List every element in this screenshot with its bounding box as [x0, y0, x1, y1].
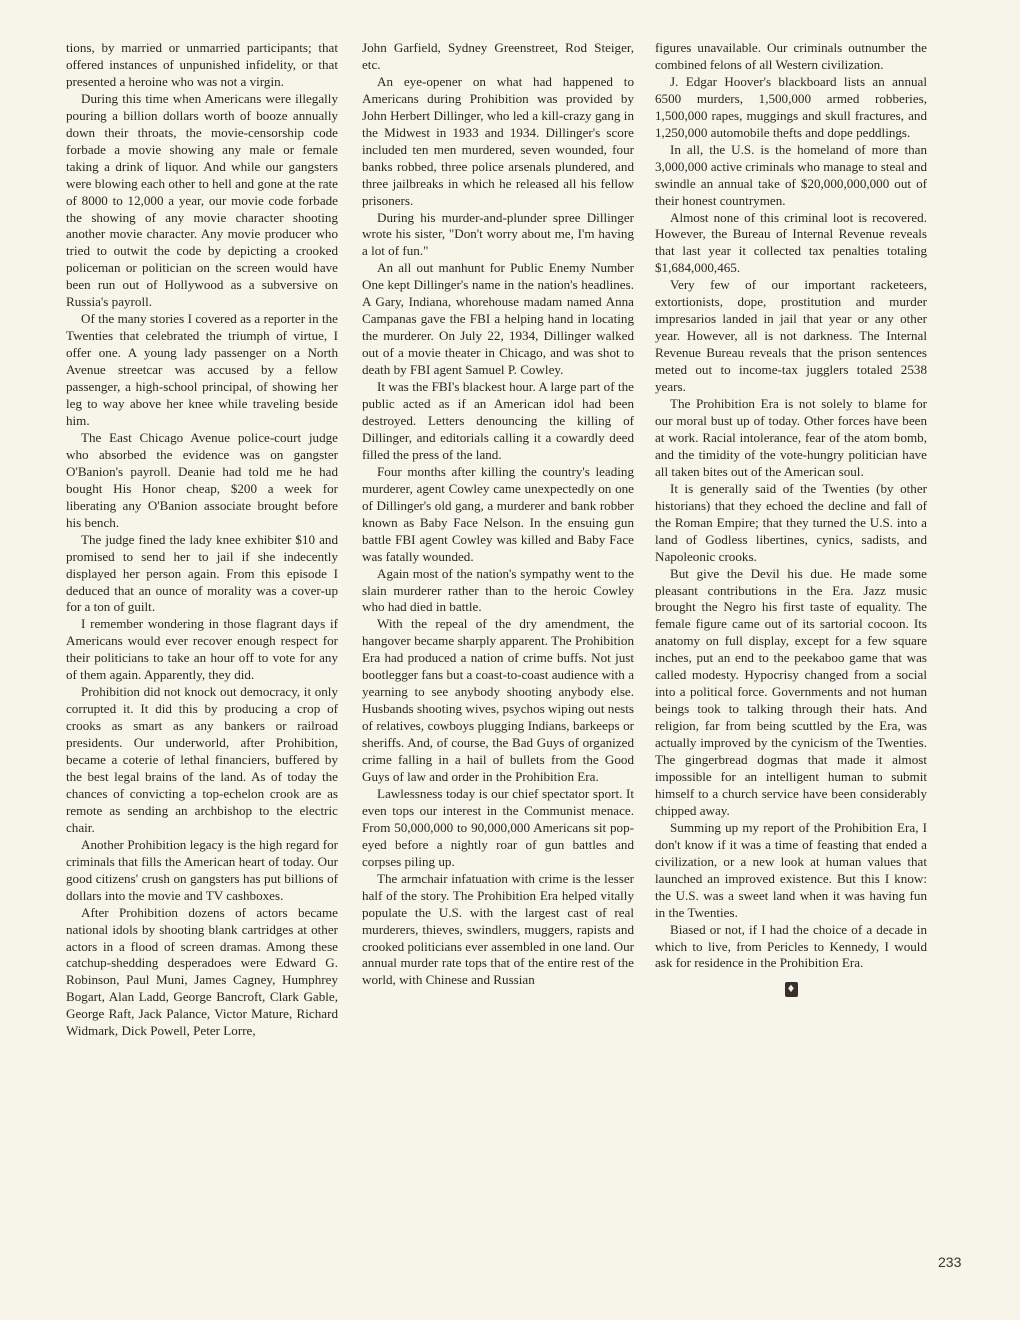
paragraph: The East Chicago Avenue police-court judge who absorbed the evidence was on gangster O'Banion's payroll. Deanie had told me he had bought His Honor cheap, $200 a week for liberating any O'Banion associate brought before his bench. — [66, 429, 338, 530]
paragraph: figures unavailable. Our criminals outnumber the combined felons of all Western civilization. — [655, 40, 927, 72]
paragraph: Lawlessness today is our chief spectator sport. It even tops our interest in the Communist menace. From 50,000,000 to 90,000,000 Americans sit pop-eyed before a nightly roar of gun battles and corpses piling up. — [362, 785, 634, 869]
page-number: 233 — [938, 1254, 962, 1270]
paragraph: Again most of the nation's sympathy went to the slain murderer rather than to the heroic Cowley who had died in battle. — [362, 565, 634, 615]
paragraph: J. Edgar Hoover's blackboard lists an annual 6500 murders, 1,500,000 armed robberies, 1,500,000 rapes, muggings and skull fractures, and 1,250,000 automobile thefts and dope peddlings. — [655, 73, 927, 140]
paragraph: Summing up my report of the Prohibition Era, I don't know if it was a time of feasting that ended a civilization, or a new look at human values that launched an improved existence. But this I know: the U.S. was a sweet land when it was having fun in the Twenties. — [655, 819, 927, 920]
article-column-2 — [362, 40, 634, 989]
paragraph: In all, the U.S. is the homeland of more than 3,000,000 active criminals who manage to steal and swindle an annual take of $20,000,000,000 out of their honest countrymen. — [655, 141, 927, 208]
paragraph: With the repeal of the dry amendment, the hangover became sharply apparent. The Prohibition Era had produced a nation of crime buffs. Not just bootlegger fans but a coast-to-coast audience with a yearning to see anybody shooting anybody else. Husbands shooting wives, psychos wiping out nests of relatives, cowboys plugging Indians, barkeeps or sheriffs. And, of course, the Bad Guys of organized crime falling in a hail of bullets from the Good Guys of law and order in the Prohibition Era. — [362, 616, 634, 784]
paragraph: The armchair infatuation with crime is the lesser half of the story. The Prohibition Era helped vitally populate the U.S. with the largest cast of real murderers, thieves, swindlers, muggers, rapists and crooked politicians ever assembled in one land. Our annual murder rate tops that of the entire rest of the world, with Chinese and Russian — [362, 870, 634, 988]
paragraph: Four months after killing the country's leading murderer, agent Cowley came unexpectedly on one of Dillinger's old gang, a murderer and bank robber known as Baby Face Nelson. In the ensuing gun battle FBI agent Cowley was killed and Baby Face was fatally wounded. — [362, 463, 634, 564]
paragraph: During his murder-and-plunder spree Dillinger wrote his sister, "Don't worry about me, I'm having a lot of fun." — [362, 209, 634, 259]
paragraph: It was the FBI's blackest hour. A large part of the public acted as if an American idol had been destroyed. Letters denouncing the killing of Dillinger, and editorials calling it a cowardly deed filled the press of the land. — [362, 379, 634, 462]
paragraph: Another Prohibition legacy is the high regard for criminals that fills the American heart of today. Our good citizens' crush on gangsters has put billions of dollars into the movie and TV cashboxes. — [66, 836, 338, 903]
paragraph: Prohibition did not knock out democracy, it only corrupted it. It did this by producing a crop of crooks as smart as any bankers or railroad presidents. Our underworld, after Prohibition, became a coterie of lethal financiers, buffered by the best legal brains of the land. As of today the chances of convicting a top-echelon crook are as remote as sending an archbishop to the electric chair. — [66, 684, 338, 835]
paragraph: After Prohibition dozens of actors became national idols by shooting blank cartridges at other actors in a flood of screen dramas. Among these catchup-shedding desperadoes were Edward G. Robinson, Paul Muni, James Cagney, Humphrey Bogart, Alan Ladd, George Bancroft, Clark Gable, George Raft, Jack Palance, Victor Mature, Richard Widmark, Dick Powell, Peter Lorre, — [66, 904, 338, 1039]
paragraph: Almost none of this criminal loot is recovered. However, the Bureau of Internal Revenue reveals that last year it collected tax penalties totaling $1,684,000,465. — [655, 209, 927, 276]
rabbit-head-end-mark-icon: ♦ — [785, 982, 798, 997]
article-column-1 — [66, 40, 338, 1040]
paragraph: Biased or not, if I had the choice of a decade in which to live, from Pericles to Kennedy, I would ask for residence in the Prohibition Era. — [655, 921, 927, 971]
paragraph: Very few of our important racketeers, extortionists, dope, prostitution and murder impresarios landed in jail that year or any other year. However, all is not darkness. The Internal Revenue Bureau reveals that the prison sentences meted out to income-tax jugglers totaled 2538 years. — [655, 277, 927, 395]
paragraph: Of the many stories I covered as a reporter in the Twenties that celebrated the triumph of virtue, I offer one. A young lady passenger on a North Avenue streetcar was accused by a fellow passenger, a high-school principal, of showing her leg to way above her knee while traveling beside him. — [66, 311, 338, 428]
paragraph: John Garfield, Sydney Greenstreet, Rod Steiger, etc. — [362, 40, 634, 72]
article-column-3 — [655, 40, 927, 997]
paragraph: The Prohibition Era is not solely to blame for our moral bust up of today. Other forces have been at work. Racial intolerance, fear of the atom bomb, and the timidity of the vote-hungry politician have all taken bites out of the American soul. — [655, 396, 927, 479]
paragraph: During this time when Americans were illegally pouring a billion dollars worth of booze annually down their throats, the movie-censorship code forbade a movie showing any male or female taking a drink of liquor. And while our gangsters were blowing each other to hell and gone at the rate of 8000 to 12,000 a year, our movie code forbade the showing of any movie character shooting another movie character. Any movie producer who tried to outwit the code by depicting a crooked policeman or politician on the screen would have been run out of Hollywood as a subversive on Russia's payroll. — [66, 90, 338, 310]
paragraph: I remember wondering in those flagrant days if Americans would ever recover enough respect for their politicians to take an hour off to vote for any of them again. Apparently, they did. — [66, 616, 338, 683]
paragraph: An all out manhunt for Public Enemy Number One kept Dillinger's name in the nation's headlines. A Gary, Indiana, whorehouse madam named Anna Campanas gave the FBI a helping hand in locating the murderer. On July 22, 1934, Dillinger walked out of a movie theater in Chicago, and was shot to death by FBI agent Samuel P. Cowley. — [362, 260, 634, 378]
paragraph: tions, by married or unmarried participants; that offered instances of unpunished infidelity, or that presented a heroine who was not a virgin. — [66, 40, 338, 89]
paragraph: An eye-opener on what had happened to Americans during Prohibition was provided by John Herbert Dillinger, who led a kill-crazy gang in the Midwest in 1933 and 1934. Dillinger's score included ten men murdered, seven wounded, four banks robbed, three police arsenals plundered, and three jailbreaks in which he released all his fellow prisoners. — [362, 73, 634, 208]
paragraph: It is generally said of the Twenties (by other historians) that they echoed the decline and fall of the Roman Empire; that they turned the U.S. into a land of Godless libertines, cynics, sadists, and Napoleonic crooks. — [655, 480, 927, 564]
end-mark-row — [655, 980, 927, 997]
paragraph: But give the Devil his due. He made some pleasant contributions in the Era. Jazz music brought the Negro his first taste of equality. The female figure came out of its sartorial cocoon. Its anatomy on full display, except for a few square inches, put an end to the peekaboo game that was called modesty. Hypocrisy changed from a social into a political force. Governments and not human beings took to talking through their hats. And religion, far from being scuttled by the Era, was actually improved by the cynicism of the Twenties. The gingerbread dogmas that made it almost impossible for an intelligent human to submit himself to a church service have been considerably chipped away. — [655, 565, 927, 818]
paragraph: The judge fined the lady knee exhibiter $10 and promised to send her to jail if she indecently displayed her person again. From this episode I deduced that an ounce of morality was a cover-up for a ton of guilt. — [66, 531, 338, 615]
